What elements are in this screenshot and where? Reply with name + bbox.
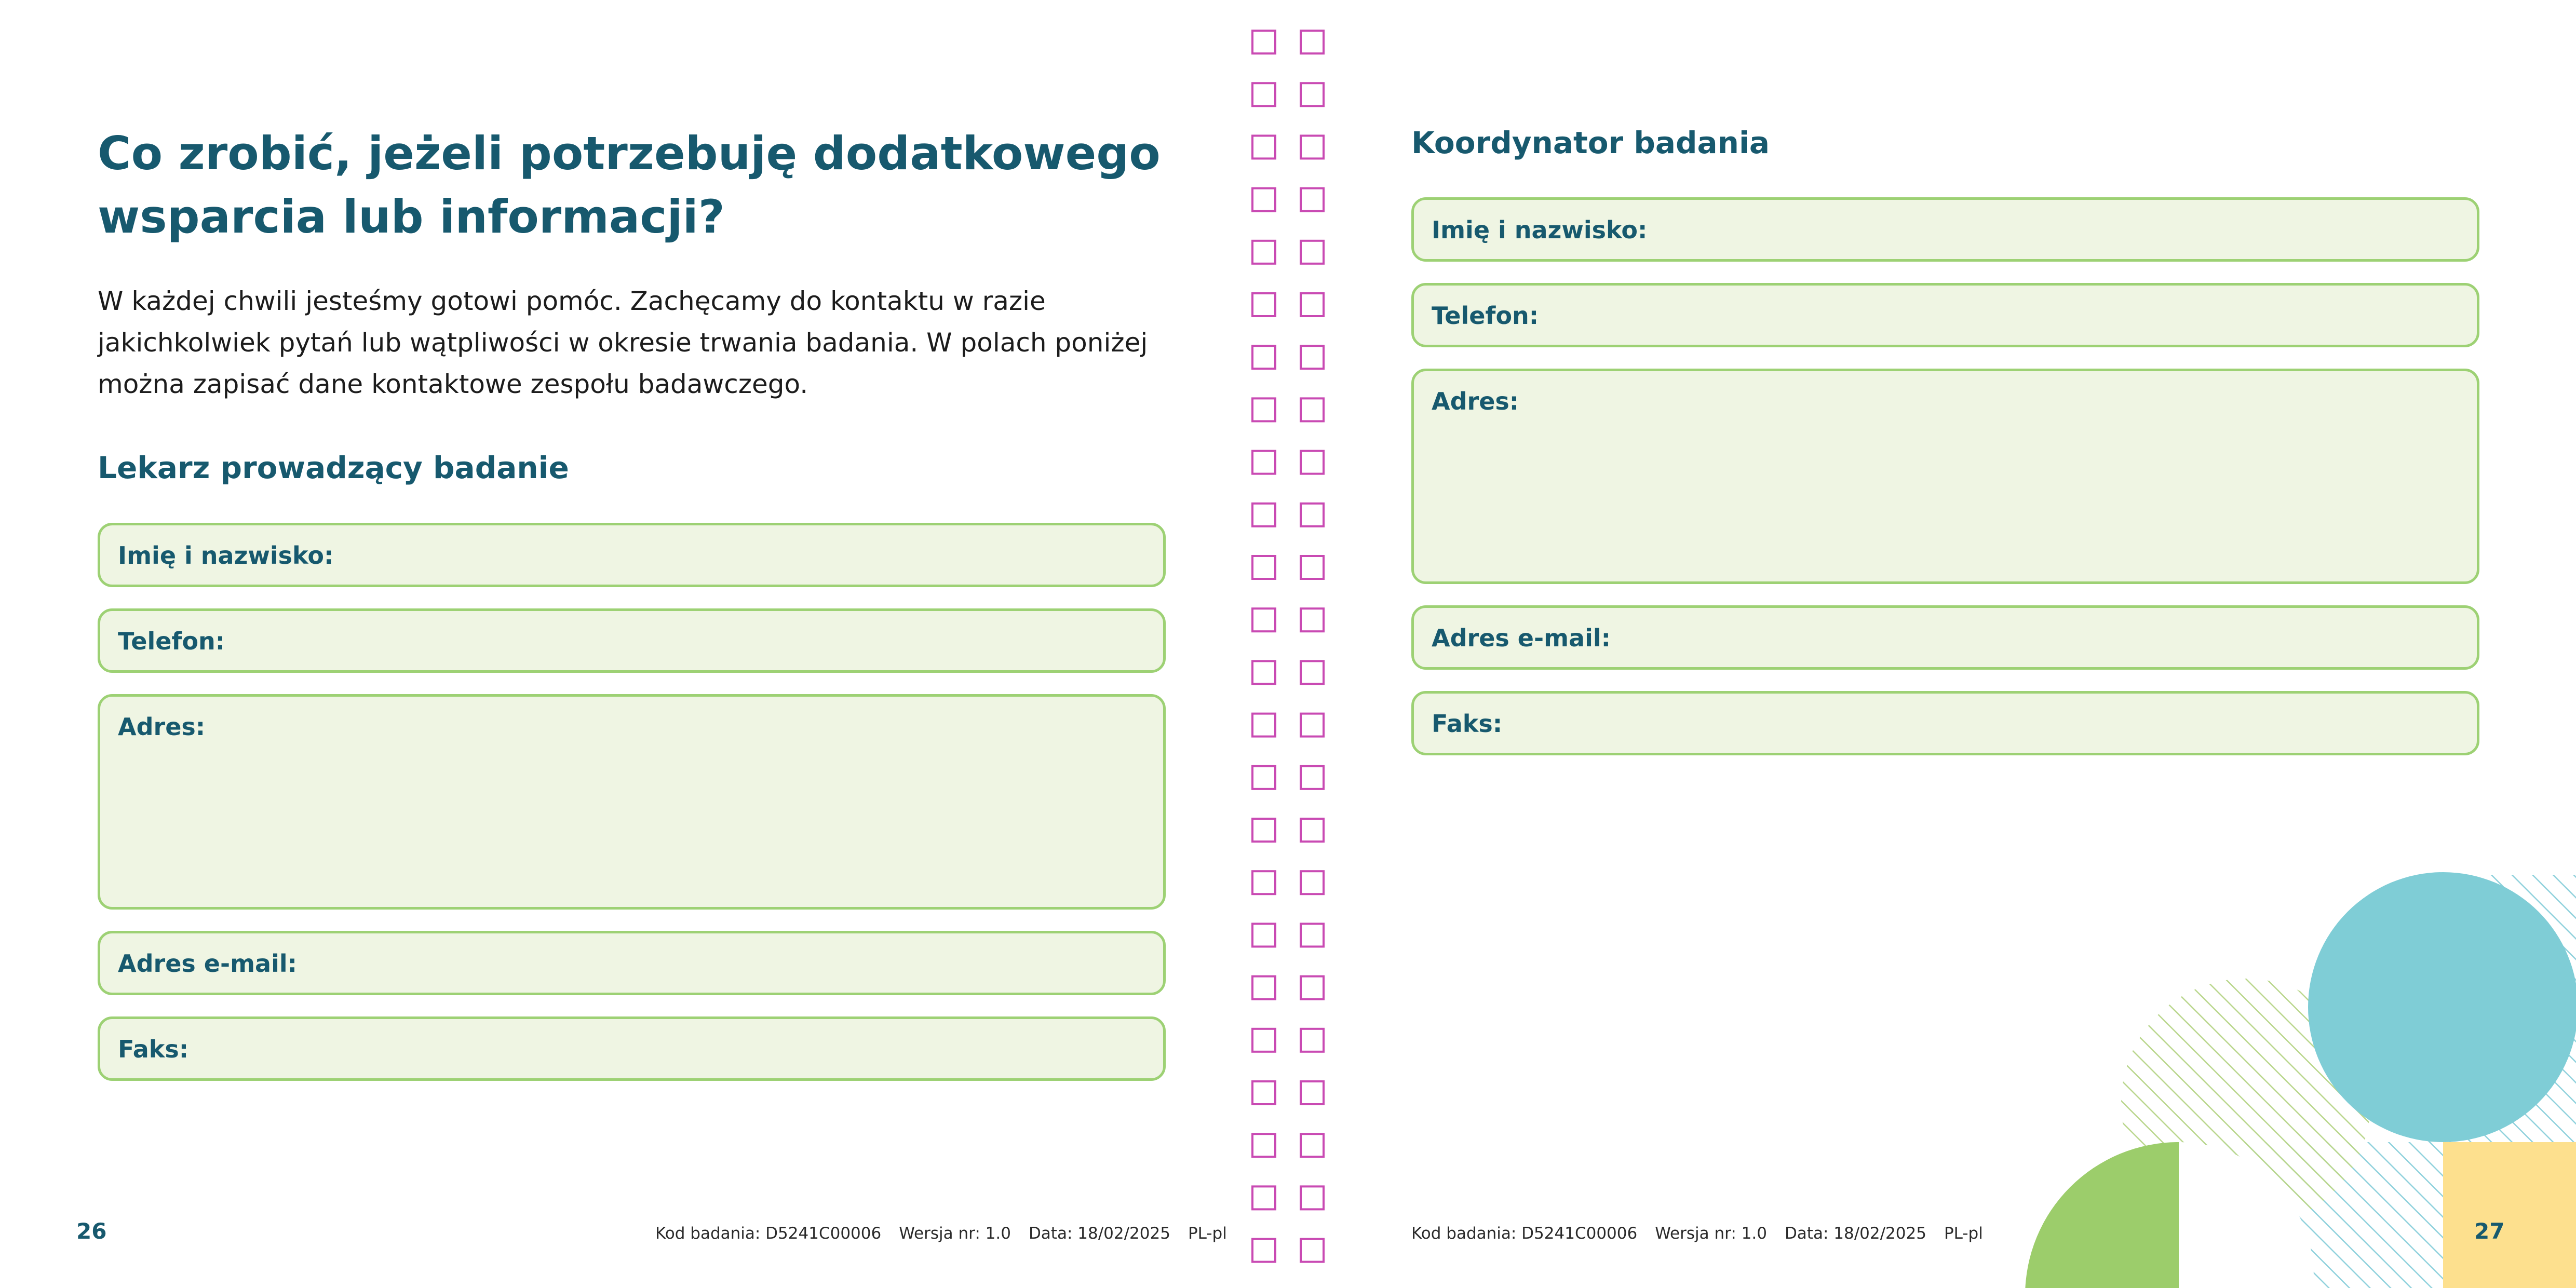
binding-hole <box>1252 188 1275 211</box>
binding-hole <box>1301 451 1324 474</box>
teal-circle <box>2308 872 2576 1142</box>
field-label: Adres e-mail: <box>118 950 297 978</box>
yellow-block <box>2443 1142 2576 1288</box>
binding-hole <box>1301 871 1324 894</box>
binding-hole <box>1252 977 1275 999</box>
field-label: Imię i nazwisko: <box>118 541 334 570</box>
field-label: Faks: <box>118 1035 189 1063</box>
binding-hole <box>1301 661 1324 684</box>
binding-hole <box>1301 135 1324 158</box>
binding-hole <box>1301 188 1324 211</box>
binding-hole <box>1301 83 1324 106</box>
binding-hole <box>1252 1081 1275 1104</box>
binding-hole <box>1252 714 1275 737</box>
binding-hole <box>1301 608 1324 631</box>
footer-date: Data: 18/02/2025 <box>1028 1224 1170 1243</box>
binding-hole <box>1301 1081 1324 1104</box>
binding-hole <box>1301 714 1324 737</box>
binding-hole <box>1301 1186 1324 1209</box>
field-label: Telefon: <box>1432 302 1539 330</box>
footer-study-code: Kod badania: D5241C00006 <box>655 1224 882 1243</box>
binding-hole <box>1301 398 1324 421</box>
page-heading: Co zrobić, jeżeli potrzebuję dodatkowego wsparcia lub informacji? <box>98 127 1161 243</box>
binding-hole <box>1301 1134 1324 1157</box>
coordinator-fax-field[interactable] <box>1411 691 2479 755</box>
page-number-left: 26 <box>76 1218 107 1244</box>
binding-hole <box>1301 819 1324 842</box>
binding-hole <box>1252 1134 1275 1157</box>
binding-holes <box>1249 29 1327 1275</box>
footer-date: Data: 18/02/2025 <box>1784 1224 1926 1243</box>
binding-hole <box>1252 241 1275 264</box>
binding-hole <box>1252 293 1275 316</box>
binding-hole <box>1252 1186 1275 1209</box>
intro-paragraph: W każdej chwili jesteśmy gotowi pomóc. Zachęcamy do kontaktu w razie jakichkolwiek pytań lub wątpliwości w okresie trwania badania. W polach poniżej można zapisać dane kontaktowe zespołu badawczego. <box>98 286 1148 399</box>
footer-meta-right <box>1411 1223 1983 1244</box>
binding-hole <box>1252 83 1275 106</box>
binding-hole <box>1252 819 1275 842</box>
doctor-email-field[interactable] <box>98 931 1166 995</box>
footer-locale: PL-pl <box>1944 1224 1983 1243</box>
field-label: Faks: <box>1432 710 1503 738</box>
field-label: Adres e-mail: <box>1432 624 1611 652</box>
binding-hole <box>1301 241 1324 264</box>
binding-hole <box>1252 766 1275 789</box>
binding-hole <box>1301 556 1324 579</box>
doctor-phone-field[interactable] <box>98 608 1166 673</box>
binding-hole <box>1301 31 1324 53</box>
page-number-right: 27 <box>2474 1218 2505 1244</box>
footer-study-code: Kod badania: D5241C00006 <box>1411 1224 1638 1243</box>
binding-hole <box>1252 346 1275 369</box>
green-half-circle <box>2025 1142 2179 1288</box>
binding-holes-graphic <box>1249 29 1327 1275</box>
binding-hole <box>1252 31 1275 53</box>
binding-hole <box>1252 871 1275 894</box>
binding-hole <box>1301 924 1324 946</box>
coordinator-phone-field[interactable] <box>1411 283 2479 347</box>
binding-hole <box>1301 1239 1324 1262</box>
binding-hole <box>1252 504 1275 526</box>
binding-hole <box>1301 346 1324 369</box>
binding-hole <box>1252 1239 1275 1262</box>
coordinator-email-field[interactable] <box>1411 605 2479 670</box>
coordinator-name-field[interactable] <box>1411 197 2479 262</box>
binding-hole <box>1301 766 1324 789</box>
footer-meta-left <box>655 1223 1227 1244</box>
footer-version: Wersja nr: 1.0 <box>1655 1224 1767 1243</box>
binding-hole <box>1252 398 1275 421</box>
binding-hole <box>1252 1029 1275 1052</box>
binding-hole <box>1252 608 1275 631</box>
binding-hole <box>1301 293 1324 316</box>
field-label: Adres: <box>1432 387 1519 415</box>
footer-locale: PL-pl <box>1188 1224 1227 1243</box>
binding-hole <box>1252 924 1275 946</box>
binding-hole <box>1252 661 1275 684</box>
coordinator-address-field[interactable] <box>1411 369 2479 584</box>
binding-hole <box>1252 135 1275 158</box>
doctor-address-field[interactable] <box>98 694 1166 910</box>
left-page <box>0 0 1246 1288</box>
binding-hole <box>1252 451 1275 474</box>
binding-hole <box>1301 977 1324 999</box>
field-label: Telefon: <box>118 627 225 655</box>
field-label: Imię i nazwisko: <box>1432 216 1648 244</box>
section-title-coordinator: Koordynator badania <box>1411 125 1770 160</box>
doctor-name-field[interactable] <box>98 523 1166 587</box>
field-label: Adres: <box>118 713 206 741</box>
binding-hole <box>1252 556 1275 579</box>
binding-hole <box>1301 1029 1324 1052</box>
doctor-fax-field[interactable] <box>98 1016 1166 1081</box>
section-title-doctor: Lekarz prowadzący badanie <box>98 450 569 485</box>
footer-version: Wersja nr: 1.0 <box>899 1224 1011 1243</box>
binding-hole <box>1301 504 1324 526</box>
